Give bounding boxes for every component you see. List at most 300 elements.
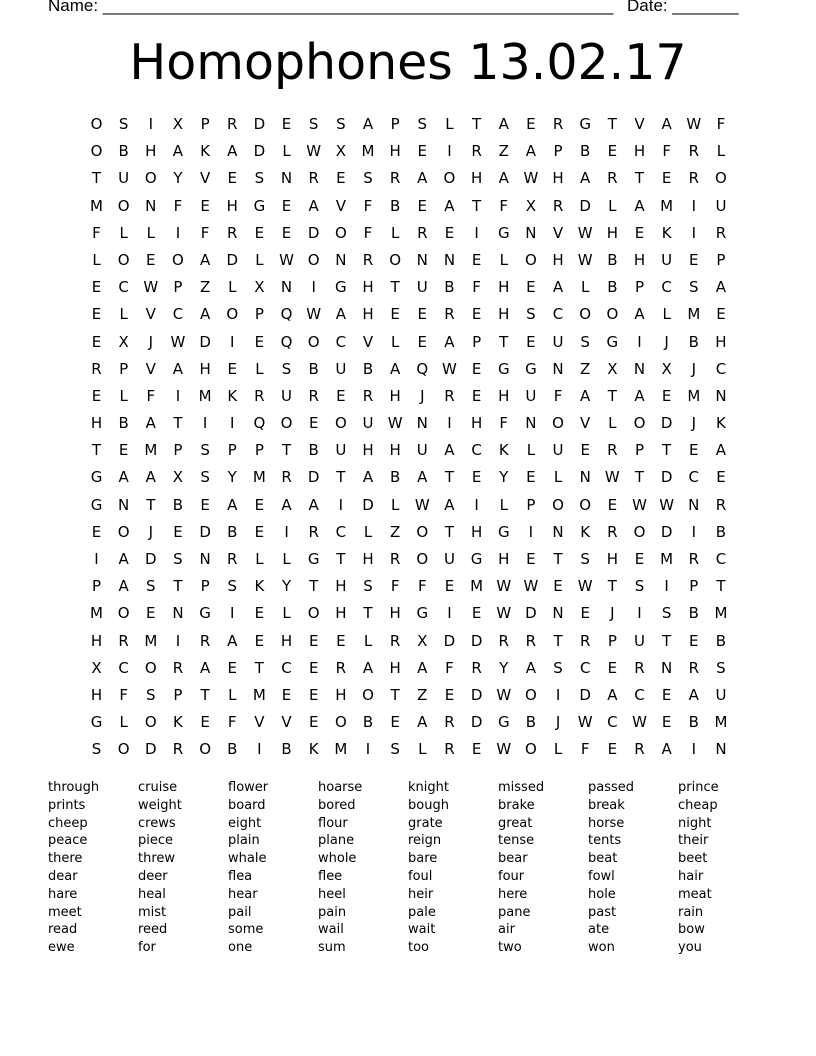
grid-letter: O [579, 495, 592, 514]
grid-letter: O [715, 169, 727, 188]
grid-letter: E [716, 305, 726, 324]
grid-letter: T [634, 169, 645, 188]
grid-row [83, 464, 740, 491]
grid-letter: H [389, 658, 401, 677]
grid-letter: W [632, 495, 647, 514]
grid-letter: I [365, 740, 371, 759]
grid-letter: B [688, 332, 699, 351]
grid-letter: M [90, 196, 103, 215]
grid-letter: R [607, 169, 618, 188]
grid-letter: N [335, 250, 347, 269]
grid-letter: L [255, 359, 264, 378]
grid-letter: A [417, 169, 428, 188]
grid-letter: E [471, 359, 482, 378]
word-list-item: one [228, 940, 253, 956]
grid-letter: J [664, 332, 669, 351]
grid-letter: E [200, 713, 210, 732]
grid-letter: E [254, 631, 265, 650]
word-list-item: great [498, 815, 533, 831]
grid-letter: S [200, 441, 210, 460]
grid-letter: A [362, 115, 374, 133]
word-list-item: flee [318, 868, 343, 884]
grid-letter: W [523, 577, 539, 596]
grid-letter: F [146, 386, 156, 405]
grid-letter: E [417, 196, 428, 215]
grid-letter: A [444, 332, 455, 351]
grid-letter: T [91, 169, 102, 188]
grid-letter: N [145, 196, 157, 215]
grid-letter: M [470, 577, 484, 596]
grid-letter: I [94, 550, 99, 568]
grid-letter: A [362, 658, 374, 677]
word-list-item: flour [318, 815, 348, 831]
grid-letter: I [284, 522, 289, 541]
grid-letter: P [553, 142, 563, 161]
word-column [228, 779, 318, 957]
grid-letter: V [634, 115, 645, 133]
grid-letter: A [607, 685, 618, 704]
grid-letter: R [444, 740, 455, 759]
word-list-item: here [498, 886, 528, 902]
grid-letter: E [281, 196, 292, 215]
grid-letter: V [145, 359, 156, 378]
grid-letter: N [118, 495, 130, 514]
word-list-item: ate [588, 922, 610, 938]
grid-letter: W [279, 250, 294, 269]
grid-letter: S [173, 550, 183, 568]
grid-letter: U [552, 332, 564, 351]
grid-letter: H [226, 196, 238, 215]
grid-letter: O [117, 604, 130, 623]
grid-letter: D [362, 495, 374, 514]
grid-letter: R [688, 142, 700, 161]
grid-letter: S [526, 305, 536, 324]
grid-letter: B [281, 740, 292, 759]
grid-letter: D [145, 740, 157, 759]
word-list-item: meat [678, 886, 712, 902]
grid-letter: S [661, 604, 672, 623]
grid-row [83, 165, 740, 192]
grid-letter: Z [390, 522, 401, 541]
grid-letter: C [634, 685, 645, 704]
grid-letter: E [471, 250, 482, 269]
grid-letter: E [173, 522, 183, 541]
grid-letter: I [691, 522, 697, 541]
grid-letter: G [497, 522, 510, 541]
grid-letter: Y [227, 468, 237, 487]
grid-letter: I [148, 115, 154, 133]
grid-letter: D [307, 223, 320, 242]
grid-letter: S [580, 332, 590, 351]
grid-letter: U [661, 250, 673, 269]
grid-letter: F [472, 278, 481, 297]
grid-letter: B [389, 196, 401, 215]
grid-letter: X [254, 278, 265, 297]
grid-letter: R [227, 223, 238, 242]
grid-letter: O [633, 522, 646, 541]
grid-letter: D [579, 196, 591, 215]
grid-letter: H [498, 305, 510, 324]
grid-letter: Y [281, 577, 292, 596]
grid-letter: V [335, 196, 346, 215]
grid-letter: I [664, 577, 669, 596]
grid-letter: E [91, 386, 102, 405]
grid-letter: E [661, 169, 672, 188]
grid-letter: F [92, 223, 101, 242]
grid-letter: O [552, 414, 564, 433]
grid-letter: T [363, 604, 373, 623]
grid-letter: O [334, 414, 347, 433]
grid-letter: E [526, 115, 536, 133]
grid-letter: P [173, 278, 183, 297]
word-list-item: bare [408, 851, 438, 867]
grid-letter: Q [253, 414, 266, 433]
grid-letter: H [145, 142, 157, 161]
grid-letter: S [281, 359, 292, 378]
grid-letter: R [118, 631, 129, 650]
grid-letter: H [362, 550, 374, 568]
grid-letter: Z [199, 278, 211, 297]
grid-letter: D [226, 250, 239, 269]
grid-letter: W [632, 713, 647, 732]
grid-letter: W [306, 305, 322, 324]
grid-letter: S [200, 468, 210, 487]
grid-letter: H [362, 278, 374, 297]
word-list-item: break [588, 797, 625, 813]
grid-letter: B [715, 631, 727, 650]
grid-letter: O [524, 740, 537, 759]
word-list-item: fowl [588, 868, 615, 884]
word-list-item: read [48, 922, 78, 938]
grid-letter: L [119, 223, 128, 242]
grid-letter: P [254, 441, 264, 460]
grid-letter: I [447, 142, 452, 161]
grid-letter: E [689, 250, 699, 269]
grid-letter: O [362, 685, 374, 704]
grid-letter: W [577, 250, 593, 269]
grid-letter: H [335, 577, 347, 596]
grid-letter: E [308, 685, 319, 704]
grid-letter: O [144, 658, 157, 677]
word-list-item: pane [498, 904, 531, 920]
word-list-item: weight [138, 797, 182, 813]
grid-letter: D [199, 522, 211, 541]
grid-letter: K [200, 142, 211, 161]
grid-letter: H [389, 441, 401, 460]
grid-letter: L [119, 713, 128, 732]
grid-letter: D [470, 631, 483, 650]
grid-letter: E [607, 658, 618, 677]
grid-letter: C [471, 441, 482, 460]
grid-letter: L [445, 115, 454, 133]
grid-letter: L [553, 740, 563, 759]
grid-letter: T [173, 577, 183, 596]
grid-letter: H [633, 142, 646, 161]
grid-letter: A [634, 305, 645, 324]
grid-letter: H [715, 332, 727, 351]
word-list-item: whole [318, 851, 357, 867]
word-list-item: cruise [138, 780, 178, 795]
grid-letter: O [633, 414, 646, 433]
word-list-item: hair [678, 868, 704, 884]
grid-letter: G [525, 359, 537, 378]
grid-letter: K [173, 713, 183, 732]
grid-letter: O [307, 250, 320, 269]
grid-letter: A [145, 414, 156, 433]
grid-letter: G [199, 604, 211, 623]
grid-letter: D [660, 414, 673, 433]
grid-letter: A [525, 658, 537, 677]
grid-letter: O [416, 522, 429, 541]
grid-letter: B [362, 359, 374, 378]
grid-letter: S [363, 169, 373, 188]
grid-letter: X [661, 359, 672, 378]
grid-letter: S [118, 115, 129, 133]
grid-letter: E [526, 468, 536, 487]
grid-letter: B [688, 604, 699, 623]
grid-letter: U [416, 278, 428, 297]
word-list-item: whale [228, 851, 267, 867]
grid-letter: A [444, 495, 455, 514]
grid-letter: E [308, 658, 319, 677]
page-title: Homophones 13.02.17 [129, 34, 687, 91]
word-list-item: rain [678, 904, 704, 920]
word-list-item: tense [498, 833, 535, 849]
word-list-item: tents [588, 833, 622, 849]
grid-letter: O [524, 250, 537, 269]
grid-letter: C [607, 713, 618, 732]
grid-letter: I [175, 223, 181, 242]
grid-letter: O [117, 250, 130, 269]
grid-letter: I [555, 685, 561, 704]
grid-letter: E [281, 115, 292, 133]
grid-letter: H [90, 414, 103, 433]
grid-letter: U [335, 441, 347, 460]
grid-letter: I [691, 196, 697, 215]
grid-letter: H [470, 522, 483, 541]
grid-letter: E [634, 550, 645, 568]
grid-letter: G [606, 332, 619, 351]
grid-letter: C [118, 658, 129, 677]
grid-letter: I [175, 386, 181, 405]
grid-letter: O [172, 250, 184, 269]
grid-letter: E [471, 604, 482, 623]
word-column [588, 779, 678, 957]
grid-letter: E [336, 386, 346, 405]
grid-letter: J [420, 386, 425, 405]
grid-letter: I [474, 495, 479, 514]
grid-letter: E [146, 604, 156, 623]
word-list-item: knight [408, 780, 449, 795]
grid-letter: T [662, 631, 672, 650]
grid-letter: O [280, 414, 293, 433]
date-field-label: Date: _______ [627, 0, 739, 15]
grid-letter: A [227, 631, 238, 650]
grid-letter: A [227, 495, 238, 514]
grid-letter: B [444, 278, 455, 297]
grid-letter: E [254, 495, 265, 514]
grid-letter: R [335, 658, 347, 677]
grid-letter: R [444, 713, 455, 732]
grid-letter: E [580, 604, 590, 623]
grid-letter: T [662, 441, 672, 460]
grid-letter: A [172, 142, 184, 161]
grid-letter: I [691, 740, 697, 759]
grid-letter: N [579, 468, 591, 487]
grid-letter: H [606, 223, 618, 242]
grid-letter: A [580, 169, 591, 188]
grid-letter: R [362, 386, 374, 405]
word-column [318, 779, 408, 957]
grid-letter: L [390, 495, 400, 514]
grid-letter: A [199, 658, 211, 677]
grid-letter: G [470, 550, 483, 568]
grid-row [83, 356, 740, 383]
grid-letter: U [634, 631, 645, 650]
grid-letter: R [607, 522, 618, 541]
grid-letter: T [390, 278, 400, 297]
word-list-item: heir [408, 886, 434, 902]
grid-letter: A [172, 359, 184, 378]
grid-letter: L [228, 278, 237, 297]
grid-letter: O [334, 223, 347, 242]
grid-letter: T [200, 685, 210, 704]
grid-letter: H [498, 278, 510, 297]
grid-letter: Q [416, 359, 429, 378]
word-list-item: four [498, 868, 525, 884]
grid-letter: Y [499, 468, 509, 487]
grid-letter: T [716, 577, 726, 596]
grid-letter: K [498, 441, 509, 460]
grid-letter: H [335, 685, 347, 704]
grid-letter: W [143, 278, 159, 297]
grid-letter: N [552, 359, 564, 378]
grid-letter: L [282, 604, 291, 623]
grid-letter: T [309, 577, 319, 596]
grid-letter: C [552, 305, 564, 324]
grid-letter: R [308, 386, 319, 405]
grid-letter: M [714, 713, 728, 732]
grid-letter: Y [173, 169, 183, 188]
grid-letter: A [715, 278, 727, 297]
grid-letter: X [335, 142, 346, 161]
grid-letter: R [389, 169, 401, 188]
grid-letter: D [470, 713, 483, 732]
grid-letter: E [336, 169, 346, 188]
grid-row [83, 519, 740, 546]
grid-letter: T [472, 196, 482, 215]
grid-letter: Z [580, 359, 591, 378]
grid-letter: E [580, 441, 590, 460]
grid-letter: X [417, 631, 428, 650]
grid-letter: F [499, 196, 509, 215]
grid-letter: H [362, 305, 374, 324]
grid-letter: B [172, 495, 184, 514]
word-list-item: plane [318, 833, 355, 849]
grid-letter: H [389, 142, 401, 161]
word-list-item: wait [408, 922, 436, 938]
grid-letter: S [390, 740, 400, 759]
grid-letter: E [281, 685, 292, 704]
grid-letter: G [416, 604, 429, 623]
grid-letter: E [444, 685, 455, 704]
grid-letter: F [417, 577, 427, 596]
grid-letter: A [580, 386, 591, 405]
grid-letter: A [118, 550, 129, 568]
grid-letter: A [308, 196, 319, 215]
word-list-item: pale [408, 904, 436, 920]
grid-letter: P [173, 441, 183, 460]
grid-letter: R [715, 223, 727, 242]
grid-letter: V [552, 223, 564, 242]
grid-letter: I [230, 414, 235, 433]
grid-letter: A [308, 495, 319, 514]
grid-letter: N [416, 414, 428, 433]
grid-letter: U [443, 550, 455, 568]
grid-letter: F [445, 658, 454, 677]
word-column [408, 779, 498, 957]
grid-letter: O [226, 305, 239, 324]
grid-letter: I [637, 604, 642, 623]
grid-letter: H [280, 631, 293, 650]
grid-letter: O [90, 142, 103, 161]
grid-letter: W [577, 577, 593, 596]
grid-letter: L [499, 495, 508, 514]
word-list-item: hole [588, 886, 616, 902]
grid-letter: R [688, 169, 700, 188]
grid-letter: Q [280, 305, 293, 324]
grid-letter: T [146, 495, 156, 514]
grid-letter: A [199, 250, 211, 269]
word-column [678, 779, 768, 957]
grid-letter: M [90, 604, 103, 623]
grid-letter: E [200, 495, 210, 514]
grid-letter: I [230, 332, 235, 351]
grid-letter: R [254, 386, 265, 405]
grid-letter: L [526, 441, 536, 460]
grid-letter: F [580, 740, 590, 759]
grid-letter: E [417, 142, 428, 161]
grid-letter: D [525, 604, 537, 623]
grid-letter: B [389, 468, 401, 487]
grid-row [83, 437, 740, 464]
grid-letter: I [175, 631, 181, 650]
grid-letter: W [496, 740, 512, 759]
grid-letter: T [390, 685, 400, 704]
grid-letter: K [580, 522, 591, 541]
grid-letter: L [581, 278, 590, 297]
grid-letter: L [390, 332, 400, 351]
grid-letter: H [90, 631, 103, 650]
grid-letter: H [389, 604, 401, 623]
grid-letter: E [607, 740, 618, 759]
grid-letter: B [688, 713, 699, 732]
grid-letter: B [580, 142, 591, 161]
grid-letter: U [416, 441, 428, 460]
grid-letter: X [91, 658, 102, 677]
grid-letter: P [200, 577, 210, 596]
grid-letter: X [118, 332, 129, 351]
grid-letter: W [577, 223, 593, 242]
grid-letter: B [308, 359, 319, 378]
grid-row [83, 111, 740, 138]
grid-letter: R [389, 631, 401, 650]
grid-letter: R [552, 196, 564, 215]
grid-letter: D [199, 332, 211, 351]
word-list-item: passed [588, 780, 635, 795]
word-list-item: you [678, 940, 702, 956]
grid-letter: R [308, 169, 319, 188]
